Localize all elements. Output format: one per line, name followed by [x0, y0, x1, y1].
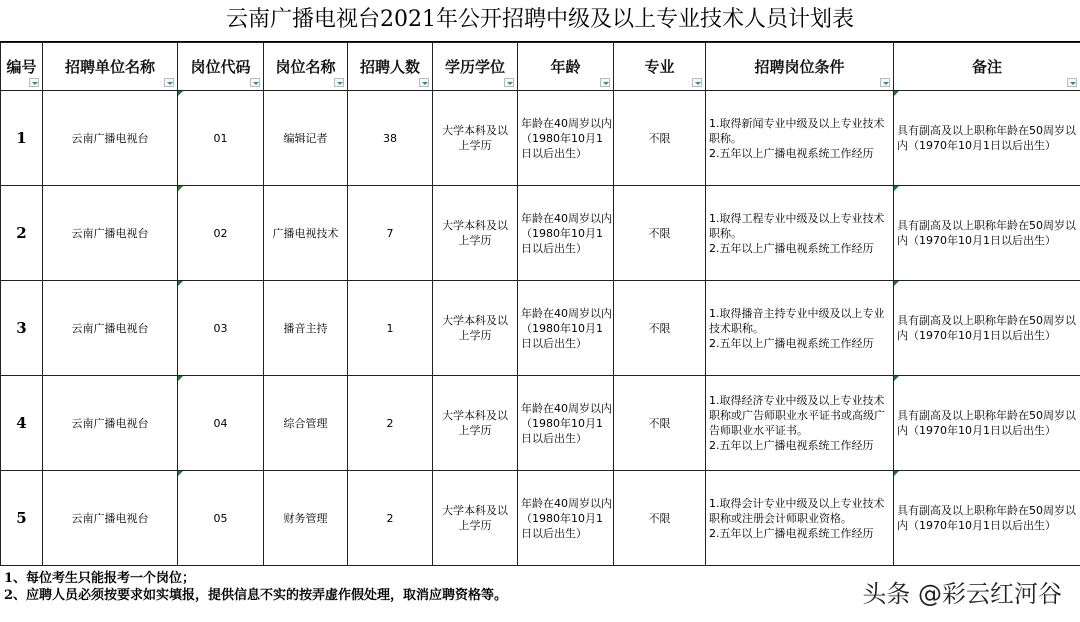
- cell-unit[interactable]: 云南广播电视台: [43, 91, 178, 186]
- column-header-label: 编号: [6, 58, 37, 76]
- condition-2: 2.五年以上广播电视系统工作经历: [709, 526, 874, 540]
- cell-major[interactable]: 不限: [614, 186, 706, 281]
- column-header-label: 招聘人数: [359, 58, 420, 76]
- cell-conditions[interactable]: [706, 471, 894, 566]
- cell-post[interactable]: 广播电视技术: [264, 186, 348, 281]
- cell-note[interactable]: [894, 281, 1080, 376]
- comment-indicator-icon: [178, 471, 183, 476]
- condition-1: 1.取得会计专业中级及以上专业技术职称或注册会计师职业资格。: [709, 496, 885, 525]
- column-header: [1, 43, 43, 91]
- cell-number[interactable]: 2: [1, 186, 43, 281]
- filter-dropdown-icon[interactable]: [504, 78, 514, 87]
- code-text: 03: [213, 321, 228, 335]
- comment-indicator-icon: [894, 186, 899, 191]
- cell-note[interactable]: [894, 471, 1080, 566]
- cell-number[interactable]: 3: [1, 281, 43, 376]
- column-header: [348, 43, 433, 91]
- cell-conditions[interactable]: [706, 281, 894, 376]
- cell-count[interactable]: 2: [348, 471, 433, 566]
- cell-count[interactable]: 1: [348, 281, 433, 376]
- column-header: [518, 43, 614, 91]
- cell-count[interactable]: 2: [348, 376, 433, 471]
- column-header-label: 招聘岗位条件: [754, 58, 845, 76]
- cell-post[interactable]: 财务管理: [264, 471, 348, 566]
- column-header-label: 岗位名称: [275, 58, 336, 76]
- cell-code[interactable]: [178, 91, 264, 186]
- cell-post[interactable]: 综合管理: [264, 376, 348, 471]
- filter-dropdown-icon[interactable]: [880, 78, 890, 87]
- cell-unit[interactable]: 云南广播电视台: [43, 186, 178, 281]
- code-text: 04: [213, 416, 228, 430]
- comment-indicator-icon: [178, 186, 183, 191]
- comment-indicator-icon: [178, 376, 183, 381]
- cell-major[interactable]: 不限: [614, 471, 706, 566]
- comment-indicator-icon: [178, 281, 183, 286]
- filter-dropdown-icon[interactable]: [164, 78, 174, 87]
- column-header-label: 岗位代码: [190, 58, 251, 76]
- cell-unit[interactable]: 云南广播电视台: [43, 376, 178, 471]
- cell-age[interactable]: 年龄在40周岁以内（1980年10月1日以后出生）: [518, 281, 614, 376]
- cell-code[interactable]: [178, 186, 264, 281]
- cell-note[interactable]: [894, 186, 1080, 281]
- cell-major[interactable]: 不限: [614, 281, 706, 376]
- cell-education[interactable]: 大学本科及以上学历: [433, 91, 518, 186]
- comment-indicator-icon: [894, 281, 899, 286]
- condition-1: 1.取得工程专业中级及以上专业技术职称。: [709, 211, 885, 240]
- condition-1: 1.取得经济专业中级及以上专业技术职称或广告师职业水平证书或高级广告师职业水平证书。: [709, 394, 885, 437]
- cell-code[interactable]: [178, 281, 264, 376]
- header-row: [1, 43, 1080, 91]
- filter-dropdown-icon[interactable]: [600, 78, 610, 87]
- filter-dropdown-icon[interactable]: [1067, 78, 1077, 87]
- cell-education[interactable]: 大学本科及以上学历: [433, 281, 518, 376]
- cell-unit[interactable]: 云南广播电视台: [43, 471, 178, 566]
- note-text: 具有副高及以上职称年龄在50周岁以内（1970年10月1日以后出生）: [897, 314, 1076, 342]
- column-header-label: 备注: [971, 58, 1002, 76]
- cell-age[interactable]: 年龄在40周岁以内（1980年10月1日以后出生）: [518, 91, 614, 186]
- recruitment-table: [0, 42, 1080, 566]
- code-text: 05: [213, 511, 228, 525]
- column-header: [706, 43, 894, 91]
- table-row: [1, 186, 1080, 281]
- note-text: 具有副高及以上职称年龄在50周岁以内（1970年10月1日以后出生）: [897, 409, 1076, 437]
- filter-dropdown-icon[interactable]: [250, 78, 260, 87]
- cell-post[interactable]: 播音主持: [264, 281, 348, 376]
- cell-conditions[interactable]: [706, 186, 894, 281]
- cell-count[interactable]: 7: [348, 186, 433, 281]
- cell-number[interactable]: 1: [1, 91, 43, 186]
- column-header: [894, 43, 1080, 91]
- cell-education[interactable]: 大学本科及以上学历: [433, 471, 518, 566]
- note-text: 具有副高及以上职称年龄在50周岁以内（1970年10月1日以后出生）: [897, 219, 1076, 247]
- column-header: [433, 43, 518, 91]
- cell-count[interactable]: 38: [348, 91, 433, 186]
- filter-dropdown-icon[interactable]: [334, 78, 344, 87]
- comment-indicator-icon: [894, 471, 899, 476]
- footnote: 1、每位考生只能报考一个岗位；: [4, 571, 196, 586]
- table-row: [1, 471, 1080, 566]
- column-header: [614, 43, 706, 91]
- table-row: [1, 91, 1080, 186]
- code-text: 02: [213, 226, 228, 240]
- condition-1: 1.取得播音主持专业中级及以上专业技术职称。: [709, 306, 885, 335]
- column-header-label: 招聘单位名称: [64, 58, 155, 76]
- cell-age[interactable]: 年龄在40周岁以内（1980年10月1日以后出生）: [518, 376, 614, 471]
- column-header-label: 学历学位: [444, 58, 505, 76]
- column-header: [43, 43, 178, 91]
- cell-major[interactable]: 不限: [614, 91, 706, 186]
- watermark: 头条 @彩云红河谷: [862, 580, 1062, 608]
- cell-post[interactable]: 编辑记者: [264, 91, 348, 186]
- cell-number[interactable]: 4: [1, 376, 43, 471]
- condition-1: 1.取得新闻专业中级及以上专业技术职称。: [709, 116, 885, 145]
- cell-education[interactable]: 大学本科及以上学历: [433, 376, 518, 471]
- cell-number[interactable]: 5: [1, 471, 43, 566]
- cell-code[interactable]: [178, 376, 264, 471]
- cell-age[interactable]: 年龄在40周岁以内（1980年10月1日以后出生）: [518, 471, 614, 566]
- comment-indicator-icon: [894, 91, 899, 96]
- condition-2: 2.五年以上广播电视系统工作经历: [709, 146, 874, 160]
- condition-2: 2.五年以上广播电视系统工作经历: [709, 336, 874, 350]
- cell-conditions[interactable]: [706, 91, 894, 186]
- column-header: [264, 43, 348, 91]
- table-row: [1, 281, 1080, 376]
- column-header-label: 年龄: [550, 58, 581, 76]
- cell-major[interactable]: 不限: [614, 376, 706, 471]
- sheet-title: 云南广播电视台2021年公开招聘中级及以上专业技术人员计划表: [0, 0, 1080, 42]
- footnote: 2、应聘人员必须按要求如实填报，提供信息不实的按弄虚作假处理，取消应聘资格等。: [4, 588, 508, 603]
- cell-age[interactable]: 年龄在40周岁以内（1980年10月1日以后出生）: [518, 186, 614, 281]
- code-text: 01: [213, 131, 228, 145]
- note-text: 具有副高及以上职称年龄在50周岁以内（1970年10月1日以后出生）: [897, 504, 1076, 532]
- cell-education[interactable]: 大学本科及以上学历: [433, 186, 518, 281]
- condition-2: 2.五年以上广播电视系统工作经历: [709, 439, 874, 452]
- cell-conditions[interactable]: [706, 376, 894, 471]
- filter-dropdown-icon[interactable]: [29, 78, 39, 87]
- cell-note[interactable]: [894, 376, 1080, 471]
- column-header: [178, 43, 264, 91]
- cell-note[interactable]: [894, 91, 1080, 186]
- comment-indicator-icon: [894, 376, 899, 381]
- comment-indicator-icon: [178, 91, 183, 96]
- filter-dropdown-icon[interactable]: [692, 78, 702, 87]
- cell-code[interactable]: [178, 471, 264, 566]
- filter-dropdown-icon[interactable]: [419, 78, 429, 87]
- condition-2: 2.五年以上广播电视系统工作经历: [709, 241, 874, 255]
- cell-unit[interactable]: 云南广播电视台: [43, 281, 178, 376]
- table-row: [1, 376, 1080, 471]
- column-header-label: 专业: [644, 58, 675, 76]
- note-text: 具有副高及以上职称年龄在50周岁以内（1970年10月1日以后出生）: [897, 124, 1076, 152]
